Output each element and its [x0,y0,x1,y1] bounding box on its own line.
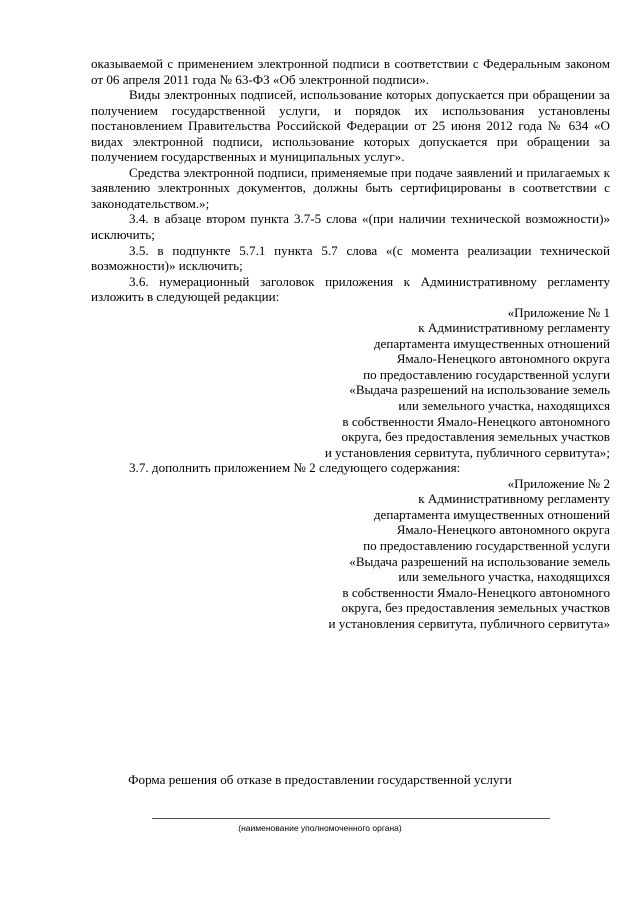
org-name-line [152,818,550,819]
paragraph-item-3-7: 3.7. дополнить приложением № 2 следующего содержания: [129,460,461,476]
form-title: Форма решения об отказе в предоставлении государственной услуги [128,772,512,787]
annex-2-heading: «Приложение № 2 к Административному регламенту департамента имущественных отношений Ямало-Ненецкого автономного округа по предоставлению государственной услуги «Выдача разрешений на использование земель или земельного участка, находящихся в собственности Ямало-Ненецкого автономного округа, без предоставления земельных участков и установления сервитута, публичного сервитута» [328,475,610,631]
paragraph-item-3-6: 3.6. нумерационный заголовок приложения к Административному регламенту изложить в следующей редакции: [91,273,610,305]
paragraph-item-3-4: 3.4. в абзаце втором пункта 3.7-5 слова «(при наличии технической возможности)» исключить; [91,211,610,243]
annex-1-heading: «Приложение № 1 к Административному регламенту департамента имущественных отношений Ямало-Ненецкого автономного округа по предоставлению государственной услуги «Выдача разрешений на использование земель или земельного участка, находящихся в собственности Ямало-Ненецкого автономного округа, без предоставления земельных участков и установления сервитута, публичного сервитута»; [324,304,610,460]
org-name-caption: (наименование уполномоченного органа) [238,823,402,833]
paragraph-signature-tools: Средства электронной подписи, применяемые при подаче заявлений и прилагаемых к заявлению электронных документов, должны быть сертифицированы в соответствии с законодательством.»; [91,164,610,211]
paragraph-signature-types: Виды электронных подписей, использование которых допускается при обращении за получением государственной услуги, и порядок их использования установлены постановлением Правительства Российской Федерации от 25 июня 2012 года № 634 «О видах электронной подписи, использование которых допускается при обращении за получением государственных и муниципальных услуг». [91,87,610,165]
paragraph-item-3-5: 3.5. в подпункте 5.7.1 пункта 5.7 слова «(с момента реализации технической возможности)» исключить; [91,242,610,274]
document-body [91,56,610,631]
paragraph-continuation: оказываемой с применением электронной подписи в соответствии с Федеральным законом от 06 апреля 2011 года № 63-ФЗ «Об электронной подписи». [91,56,610,87]
